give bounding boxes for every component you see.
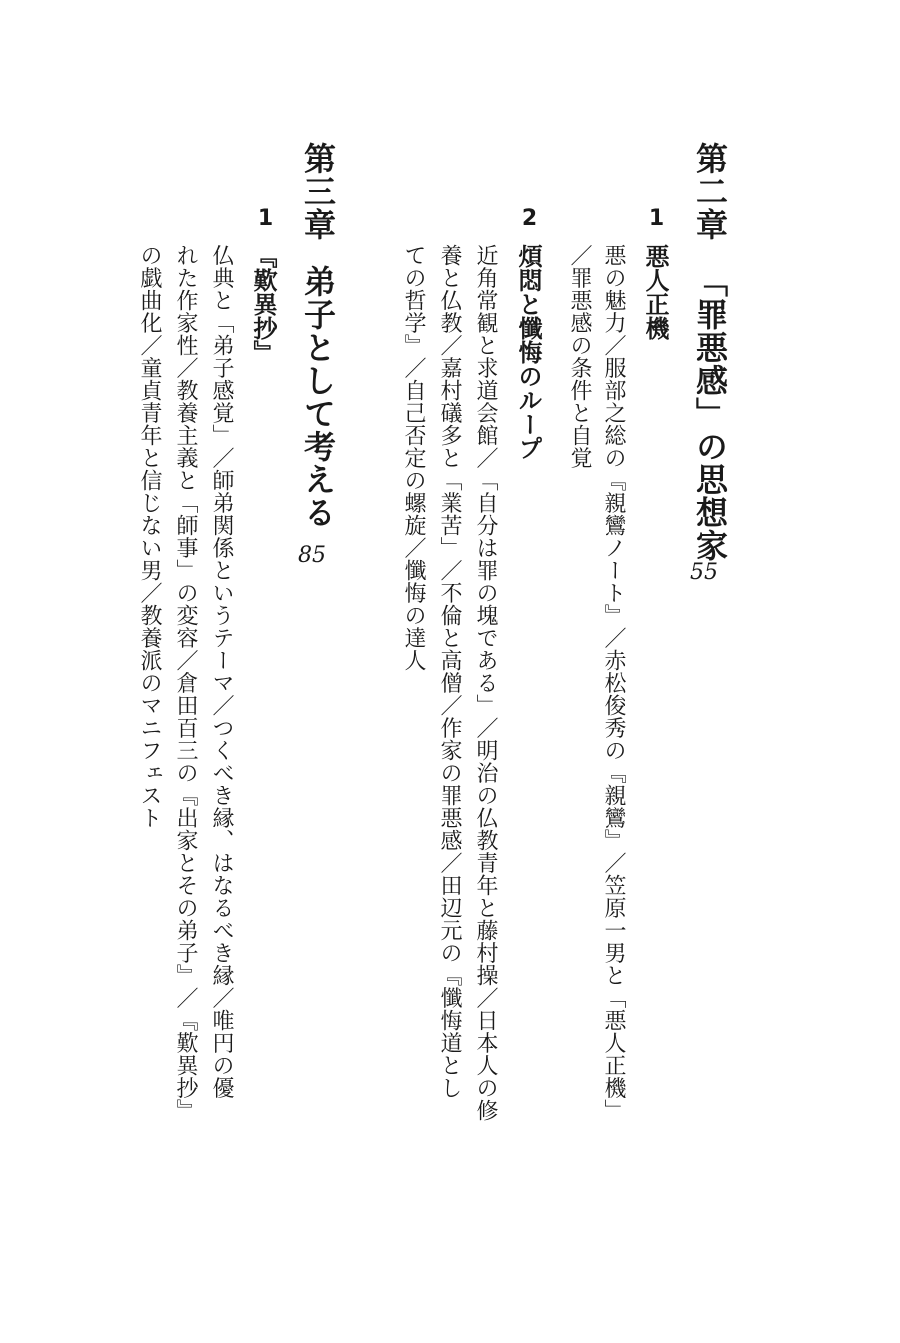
section-text-line: ての哲学』／自己否定の螺旋／懺悔の達人 <box>401 244 426 672</box>
page-number: 55 <box>690 560 718 585</box>
chapter-heading <box>299 142 337 529</box>
section-title: 『歎異抄』 <box>249 244 277 364</box>
section-title: 悪人正機 <box>641 244 669 340</box>
page-number: 85 <box>298 543 326 568</box>
chapter-heading <box>691 142 729 562</box>
chapter-label: 第二章 <box>691 142 729 241</box>
section-text-line: 悪の魅力／服部之総の『親鸞ノート』／赤松俊秀の『親鸞』／笠原一男と「悪人正機」 <box>601 244 626 1122</box>
section-title: 煩悶と懺悔のループ <box>514 244 542 460</box>
section-text-line: ／罪悪感の条件と自覚 <box>567 244 592 469</box>
chapter-title: 「罪悪感」の思想家 <box>691 265 729 562</box>
section-number: 2 <box>517 206 542 231</box>
section-text-line: の戯曲化／童貞青年と信じない男／教養派のマニフェスト <box>137 244 162 829</box>
chapter-label: 第三章 <box>299 142 337 241</box>
section-text-line: 仏典と「弟子感覚」／師弟関係というテーマ／つくべき縁、はなるべき縁／唯円の優 <box>209 244 234 1099</box>
section-number: 1 <box>644 206 669 231</box>
section-text-line: 近角常観と求道会館／「自分は罪の塊である」／明治の仏教青年と藤村操／日本人の修 <box>473 244 498 1122</box>
section-text-line: 養と仏教／嘉村礒多と「業苦」／不倫と高僧／作家の罪悪感／田辺元の『懺悔道とし <box>437 244 462 1099</box>
section-text-line: れた作家性／教養主義と「師事」の変容／倉田百三の『出家とその弟子』／『歎異抄』 <box>173 244 198 1122</box>
section-number: 1 <box>253 206 278 231</box>
chapter-title: 弟子として考える <box>299 265 337 529</box>
